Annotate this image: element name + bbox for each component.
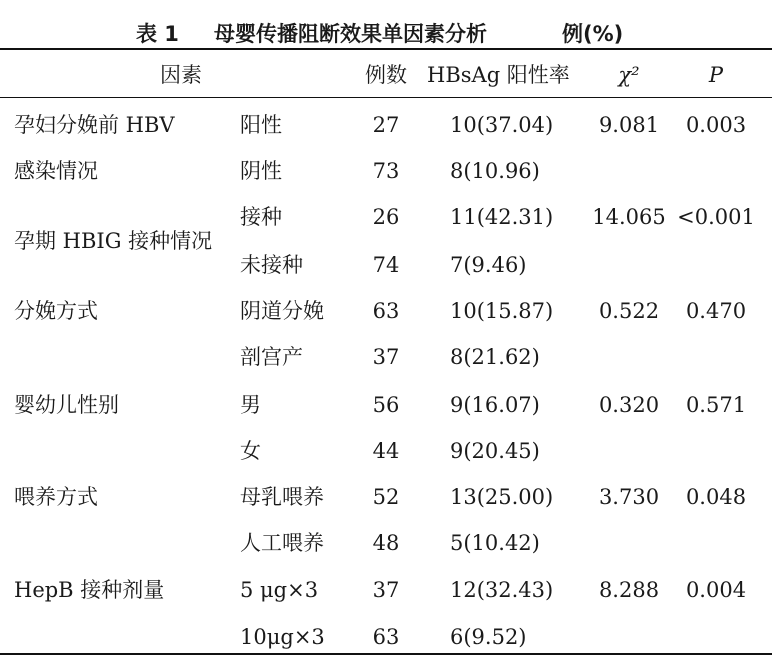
count-cell-text: 27 [372, 113, 400, 137]
count-cell-text: 63 [372, 625, 400, 649]
level-cell: 阴性 [240, 159, 282, 183]
count-cell-text: 56 [372, 393, 400, 417]
positive-rate-cell: 5(10.42) [450, 531, 540, 555]
factor-cell: 喂养方式 [14, 485, 98, 509]
level-cell: 母乳喂养 [240, 485, 324, 509]
p-value-cell-text: 0.003 [685, 113, 747, 137]
positive-rate-cell: 12(32.43) [450, 578, 554, 602]
factor-cell: 孕期 HBIG 接种情况 [14, 229, 213, 253]
level-cell: 男 [240, 393, 261, 417]
header-factor: 因素 [160, 63, 202, 87]
positive-rate-cell: 10(37.04) [450, 113, 554, 137]
p-value-cell-text: <0.001 [677, 205, 755, 229]
level-cell: 未接种 [240, 253, 303, 277]
p-value-cell-text: 0.470 [685, 299, 747, 323]
count-cell-text: 44 [372, 439, 400, 463]
positive-rate-cell: 13(25.00) [450, 485, 554, 509]
table-label: 表 1 [136, 22, 179, 46]
bottom-rule [0, 653, 772, 655]
header-count-text: 例数 [365, 63, 407, 87]
count-cell-text: 37 [372, 345, 400, 369]
count-cell-text: 52 [372, 485, 400, 509]
count-cell-text: 73 [372, 159, 400, 183]
table-unit: 例(%) [562, 22, 624, 46]
chi-square-cell-text: 0.320 [598, 393, 660, 417]
table-title: 母婴传播阻断效果单因素分析 [214, 22, 487, 46]
positive-rate-cell: 7(9.46) [450, 253, 527, 277]
header-chi-text: χ² [618, 63, 640, 87]
chi-square-cell-text: 3.730 [598, 485, 660, 509]
count-cell-text: 26 [372, 205, 400, 229]
count-cell-text: 63 [372, 299, 400, 323]
positive-rate-cell: 11(42.31) [450, 205, 554, 229]
factor-cell: 婴幼儿性别 [14, 393, 119, 417]
header-rule [0, 97, 772, 98]
p-value-cell-text: 0.004 [685, 578, 747, 602]
p-value-cell-text: 0.048 [685, 485, 747, 509]
header-p-text: P [708, 63, 724, 87]
level-cell: 女 [240, 439, 261, 463]
header-positive-rate: HBsAg 阳性率 [427, 63, 570, 87]
level-cell: 剖宫产 [240, 345, 303, 369]
positive-rate-cell: 9(20.45) [450, 439, 540, 463]
factor-cell: 分娩方式 [14, 299, 98, 323]
count-cell-text: 37 [372, 578, 400, 602]
level-cell: 阳性 [240, 113, 282, 137]
chi-square-cell-text: 14.065 [592, 205, 666, 229]
level-cell: 接种 [240, 205, 282, 229]
level-cell: 10μg×3 [240, 625, 325, 649]
positive-rate-cell: 9(16.07) [450, 393, 540, 417]
positive-rate-cell: 8(10.96) [450, 159, 540, 183]
count-cell-text: 74 [372, 253, 400, 277]
factor-cell: HepB 接种剂量 [14, 578, 165, 602]
factor-cell: 孕妇分娩前 HBV [14, 113, 175, 137]
level-cell: 5 μg×3 [240, 578, 319, 602]
chi-square-cell-text: 0.522 [598, 299, 660, 323]
level-cell: 人工喂养 [240, 531, 324, 555]
chi-square-cell-text: 9.081 [598, 113, 660, 137]
top-rule [0, 48, 772, 50]
table-caption [0, 10, 772, 50]
p-value-cell-text: 0.571 [685, 393, 747, 417]
positive-rate-cell: 8(21.62) [450, 345, 540, 369]
positive-rate-cell: 10(15.87) [450, 299, 554, 323]
chi-square-cell-text: 8.288 [598, 578, 660, 602]
positive-rate-cell: 6(9.52) [450, 625, 527, 649]
count-cell-text: 48 [372, 531, 400, 555]
level-cell: 阴道分娩 [240, 299, 324, 323]
factor-cell: 感染情况 [14, 159, 98, 183]
